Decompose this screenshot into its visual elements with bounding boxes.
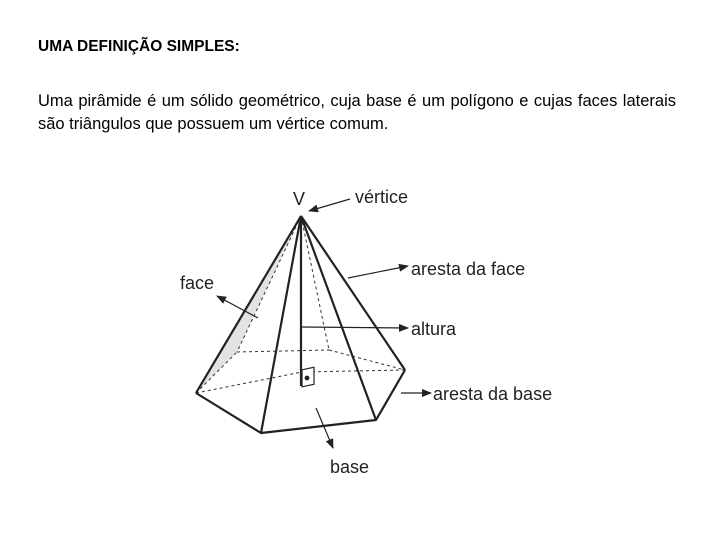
vertex-label: vértice xyxy=(355,187,409,207)
foot-dot xyxy=(305,376,310,381)
height-label: altura xyxy=(411,319,457,339)
base-label: base xyxy=(330,457,370,477)
apex-label: V xyxy=(293,189,306,209)
face-label: face xyxy=(180,273,215,293)
definition-paragraph: Uma pirâmide é um sólido geométrico, cuja base é um polígono e cujas faces laterais são triângulos que possuem um vértice comum. xyxy=(38,92,676,133)
base-edge-label: aresta da base xyxy=(433,384,553,404)
page-heading: UMA DEFINIÇÃO SIMPLES: xyxy=(38,38,240,55)
face-edge-label: aresta da face xyxy=(411,259,526,279)
